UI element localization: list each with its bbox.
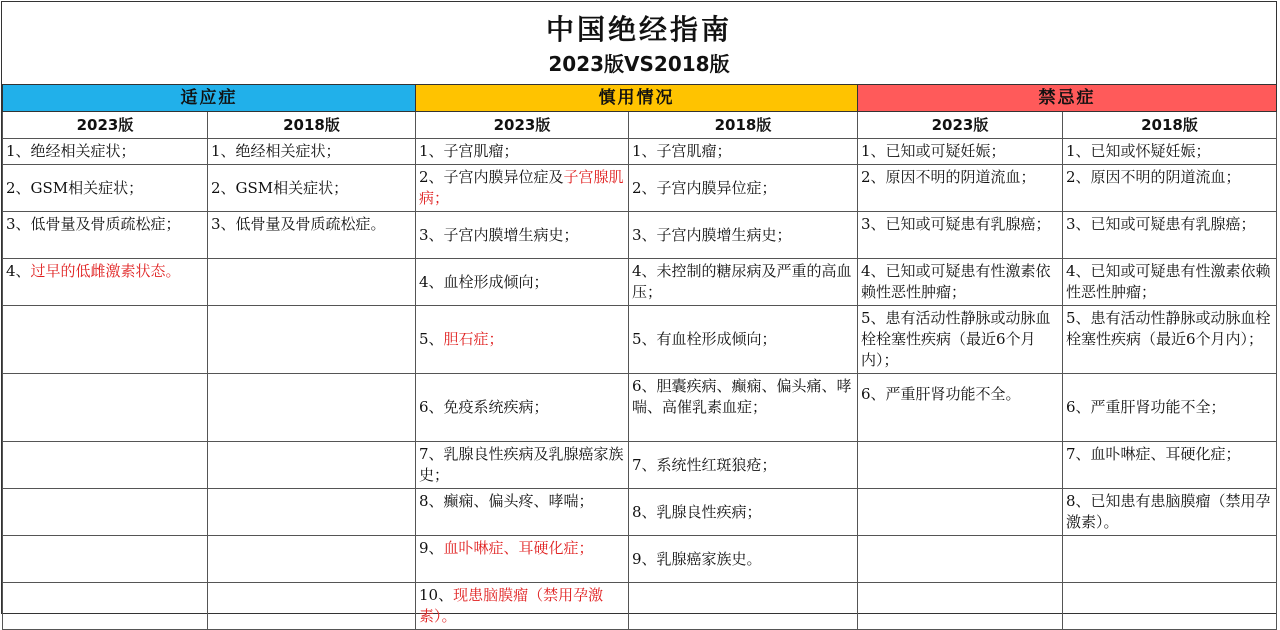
cell-caution-2023: 8、癫痫、偏头疼、哮喘； <box>416 489 629 536</box>
cell-contra-2018: 4、已知或可疑患有性激素依赖性恶性肿瘤； <box>1063 259 1277 306</box>
cell-contra-2023 <box>858 583 1063 630</box>
cell-caution-2018: 2、子宫内膜异位症； <box>629 165 858 212</box>
cell-text-highlight: 血卟啉症、耳硬化症； <box>443 539 594 557</box>
cell-caution-2018: 4、未控制的糖尿病及严重的高血压； <box>629 259 858 306</box>
cell-text-highlight: 子宫腺肌病； <box>419 168 624 207</box>
cell-contra-2018: 3、已知或可疑患有乳腺癌； <box>1063 212 1277 259</box>
table-row <box>3 259 1277 306</box>
cell-caution-2018 <box>629 583 858 630</box>
cell-caution-2018: 8、乳腺良性疾病； <box>629 489 858 536</box>
page-subtitle: 2023版VS2018版 <box>548 52 730 76</box>
cell-caution-2023 <box>416 306 629 374</box>
title-block <box>2 2 1276 85</box>
col-header-caution-2018: 2018版 <box>629 112 858 139</box>
col-header-indication-2023: 2023版 <box>3 112 208 139</box>
cell-contra-2023: 6、严重肝肾功能不全。 <box>858 374 1063 442</box>
cell-indication-2018 <box>208 306 416 374</box>
cell-contra-2018 <box>1063 583 1277 630</box>
table-row <box>3 374 1277 442</box>
cell-contra-2018: 6、严重肝肾功能不全； <box>1063 374 1277 442</box>
cell-caution-2023 <box>416 536 629 583</box>
cell-contra-2023: 3、已知或可疑患有乳腺癌； <box>858 212 1063 259</box>
cell-contra-2023: 4、已知或可疑患有性激素依赖性恶性肿瘤； <box>858 259 1063 306</box>
cell-contra-2023 <box>858 442 1063 489</box>
cell-caution-2023: 7、乳腺良性疾病及乳腺癌家族史； <box>416 442 629 489</box>
cell-text: 4、 <box>6 262 31 280</box>
cell-text-highlight: 过早的低雌激素状态。 <box>30 262 181 280</box>
cell-caution-2023 <box>416 583 629 630</box>
cell-indication-2018: 2、GSM相关症状； <box>208 165 416 212</box>
cell-indication-2023 <box>3 442 208 489</box>
section-header-caution: 慎用情况 <box>416 85 858 112</box>
cell-indication-2018 <box>208 442 416 489</box>
cell-caution-2023: 6、免疫系统疾病； <box>416 374 629 442</box>
cell-caution-2018: 9、乳腺癌家族史。 <box>629 536 858 583</box>
cell-contra-2018 <box>1063 536 1277 583</box>
table-row <box>3 489 1277 536</box>
cell-caution-2023: 3、子宫内膜增生病史； <box>416 212 629 259</box>
cell-indication-2018 <box>208 374 416 442</box>
table-row <box>3 165 1277 212</box>
cell-indication-2018 <box>208 536 416 583</box>
cell-caution-2018: 3、子宫内膜增生病史； <box>629 212 858 259</box>
cell-indication-2023 <box>3 583 208 630</box>
cell-contra-2018: 1、已知或怀疑妊娠； <box>1063 139 1277 165</box>
cell-caution-2018: 7、系统性红斑狼疮； <box>629 442 858 489</box>
table-row <box>3 442 1277 489</box>
col-header-indication-2018: 2018版 <box>208 112 416 139</box>
cell-caution-2018: 6、胆囊疾病、癫痫、偏头痛、哮喘、高催乳素血症； <box>629 374 858 442</box>
cell-text-highlight: 现患脑膜瘤（禁用孕激素）。 <box>419 586 604 625</box>
cell-indication-2023 <box>3 536 208 583</box>
cell-caution-2023: 4、血栓形成倾向； <box>416 259 629 306</box>
cell-contra-2023 <box>858 489 1063 536</box>
cell-caution-2023 <box>416 165 629 212</box>
cell-indication-2023 <box>3 306 208 374</box>
cell-contra-2023: 5、患有活动性静脉或动脉血栓栓塞性疾病（最近6个月内）； <box>858 306 1063 374</box>
table-row <box>3 212 1277 259</box>
cell-indication-2023 <box>3 374 208 442</box>
cell-indication-2023 <box>3 259 208 306</box>
cell-contra-2023 <box>858 536 1063 583</box>
cell-caution-2023: 1、子宫肌瘤； <box>416 139 629 165</box>
table-row <box>3 306 1277 374</box>
cell-contra-2018: 2、原因不明的阴道流血； <box>1063 165 1277 212</box>
table-row <box>3 139 1277 165</box>
cell-indication-2018: 3、低骨量及骨质疏松症。 <box>208 212 416 259</box>
cell-contra-2023: 2、原因不明的阴道流血； <box>858 165 1063 212</box>
cell-indication-2018: 1、绝经相关症状； <box>208 139 416 165</box>
section-header-indication: 适应症 <box>3 85 416 112</box>
table-row <box>3 536 1277 583</box>
col-header-contra-2023: 2023版 <box>858 112 1063 139</box>
cell-contra-2018: 5、患有活动性静脉或动脉血栓栓塞性疾病（最近6个月内）； <box>1063 306 1277 374</box>
section-header-contraindication: 禁忌症 <box>858 85 1277 112</box>
col-header-contra-2018: 2018版 <box>1063 112 1277 139</box>
cell-indication-2023: 2、GSM相关症状； <box>3 165 208 212</box>
cell-contra-2023: 1、已知或可疑妊娠； <box>858 139 1063 165</box>
comparison-table <box>2 84 1277 630</box>
cell-indication-2018 <box>208 583 416 630</box>
col-header-caution-2023: 2023版 <box>416 112 629 139</box>
cell-text: 9、 <box>419 539 444 557</box>
cell-text: 10、 <box>419 586 454 604</box>
cell-indication-2018 <box>208 489 416 536</box>
cell-caution-2018: 5、有血栓形成倾向； <box>629 306 858 374</box>
page-title: 中国绝经指南 <box>545 13 732 46</box>
cell-indication-2023: 1、绝经相关症状； <box>3 139 208 165</box>
cell-contra-2018: 7、血卟啉症、耳硬化症； <box>1063 442 1277 489</box>
spreadsheet <box>1 1 1277 625</box>
cell-indication-2023: 3、低骨量及骨质疏松症； <box>3 212 208 259</box>
cell-text: 2、子宫内膜异位症及 <box>419 168 564 186</box>
table-row <box>3 583 1277 630</box>
cell-indication-2018 <box>208 259 416 306</box>
cell-indication-2023 <box>3 489 208 536</box>
cell-text: 5、 <box>419 330 444 348</box>
cell-caution-2018: 1、子宫肌瘤； <box>629 139 858 165</box>
cell-contra-2018: 8、已知患有患脑膜瘤（禁用孕激素）。 <box>1063 489 1277 536</box>
cell-text-highlight: 胆石症； <box>443 330 504 348</box>
